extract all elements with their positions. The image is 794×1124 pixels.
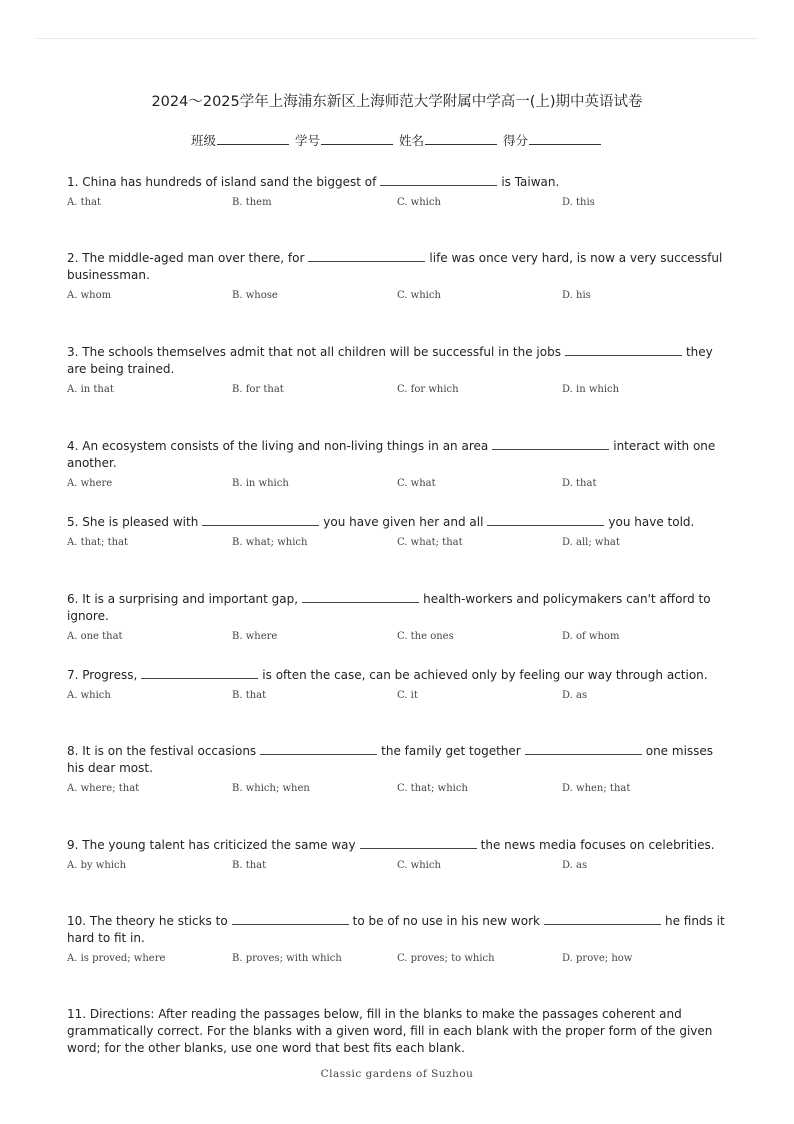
option-a[interactable]: A. where; that xyxy=(67,783,140,794)
question-stem: 2. The middle-aged man over there, for life was once very hard, is now a very successful businessman. xyxy=(67,251,723,282)
question-11 xyxy=(67,1006,732,1057)
answer-blank[interactable] xyxy=(487,513,604,526)
name-blank[interactable] xyxy=(425,132,497,145)
option-a[interactable]: A. one that xyxy=(67,631,123,642)
question-stem: 1. China has hundreds of island sand the biggest of is Taiwan. xyxy=(67,175,560,189)
option-a[interactable]: A. is proved; where xyxy=(67,953,166,964)
option-b[interactable]: B. which; when xyxy=(232,783,310,794)
answer-blank[interactable] xyxy=(202,513,319,526)
question-3 xyxy=(67,343,732,398)
option-d[interactable]: D. his xyxy=(562,290,591,301)
option-b[interactable]: B. where xyxy=(232,631,278,642)
option-d[interactable]: D. as xyxy=(562,860,588,871)
option-b[interactable]: B. proves; with which xyxy=(232,953,342,964)
option-d[interactable]: D. prove; how xyxy=(562,953,633,964)
option-c[interactable]: C. the ones xyxy=(397,631,454,642)
option-d[interactable]: D. of whom xyxy=(562,631,620,642)
question-6 xyxy=(67,590,732,645)
option-a[interactable]: A. which xyxy=(67,690,111,701)
option-b[interactable]: B. whose xyxy=(232,290,278,301)
question-stem: 9. The young talent has criticized the same way the news media focuses on celebrities. xyxy=(67,838,715,852)
option-row xyxy=(67,953,732,967)
option-row xyxy=(67,384,732,398)
option-row xyxy=(67,197,732,211)
answer-blank[interactable] xyxy=(308,249,425,262)
answer-blank[interactable] xyxy=(232,912,349,925)
question-2 xyxy=(67,249,732,304)
answer-blank[interactable] xyxy=(360,836,477,849)
question-stem: 4. An ecosystem consists of the living and non-living things in an area interact with one another. xyxy=(67,439,716,470)
question-stem: 10. The theory he sticks to to be of no use in his new work he finds it hard to fit in. xyxy=(67,914,725,945)
answer-blank[interactable] xyxy=(492,437,609,450)
option-a[interactable]: A. that; that xyxy=(67,537,129,548)
option-row xyxy=(67,631,732,645)
option-b[interactable]: B. that xyxy=(232,860,267,871)
option-a[interactable]: A. in that xyxy=(67,384,114,395)
question-stem: 5. She is pleased with you have given her and all you have told. xyxy=(67,515,695,529)
option-b[interactable]: B. them xyxy=(232,197,272,208)
option-d[interactable]: D. that xyxy=(562,478,597,489)
option-a[interactable]: A. by which xyxy=(67,860,127,871)
answer-blank[interactable] xyxy=(141,666,258,679)
class-blank[interactable] xyxy=(217,132,289,145)
option-c[interactable]: C. which xyxy=(397,290,441,301)
option-b[interactable]: B. for that xyxy=(232,384,284,395)
option-a[interactable]: A. whom xyxy=(67,290,112,301)
question-4 xyxy=(67,437,732,492)
score-blank[interactable] xyxy=(529,132,601,145)
option-c[interactable]: C. that; which xyxy=(397,783,468,794)
directions-text: 11. Directions: After reading the passages below, fill in the blanks to make the passages coherent and grammatically correct. For the blanks with a given word, fill in each blank with the proper form of the given word; for the other blanks, use one word that best fits each blank. xyxy=(67,1007,713,1055)
option-d[interactable]: D. all; what xyxy=(562,537,620,548)
class-label: 班级 xyxy=(190,133,216,148)
option-d[interactable]: D. when; that xyxy=(562,783,631,794)
option-row xyxy=(67,783,732,797)
question-7 xyxy=(67,666,732,704)
question-9 xyxy=(67,836,732,874)
option-row xyxy=(67,290,732,304)
option-row xyxy=(67,478,732,492)
question-8 xyxy=(67,742,732,797)
answer-blank[interactable] xyxy=(544,912,661,925)
option-b[interactable]: B. in which xyxy=(232,478,289,489)
question-stem: 7. Progress, is often the case, can be achieved only by feeling our way through action. xyxy=(67,668,708,682)
number-blank[interactable] xyxy=(321,132,393,145)
score-label: 得分 xyxy=(502,133,528,148)
answer-blank[interactable] xyxy=(525,742,642,755)
question-stem: 3. The schools themselves admit that not all children will be successful in the jobs they are being trained. xyxy=(67,345,713,376)
option-c[interactable]: C. for which xyxy=(397,384,459,395)
option-b[interactable]: B. that xyxy=(232,690,267,701)
question-stem: 8. It is on the festival occasions the family get together one misses his dear most. xyxy=(67,744,714,775)
question-5 xyxy=(67,513,732,551)
option-c[interactable]: C. what; that xyxy=(397,537,463,548)
option-c[interactable]: C. it xyxy=(397,690,418,701)
name-label: 姓名 xyxy=(398,133,424,148)
option-c[interactable]: C. proves; to which xyxy=(397,953,495,964)
number-label: 学号 xyxy=(294,133,320,148)
exam-title: 2024～2025学年上海浦东新区上海师范大学附属中学高一(上)期中英语试卷 xyxy=(151,94,643,110)
student-info-line xyxy=(0,131,794,149)
option-a[interactable]: A. that xyxy=(67,197,102,208)
option-row xyxy=(67,860,732,874)
option-c[interactable]: C. what xyxy=(397,478,436,489)
header-divider xyxy=(37,38,757,39)
question-stem: 6. It is a surprising and important gap, health-workers and policymakers can't afford to ignore. xyxy=(67,592,711,623)
passage-title: Classic gardens of Suzhou xyxy=(320,1068,474,1080)
option-row xyxy=(67,690,732,704)
question-10 xyxy=(67,912,732,967)
option-row xyxy=(67,537,732,551)
answer-blank[interactable] xyxy=(260,742,377,755)
option-c[interactable]: C. which xyxy=(397,860,441,871)
answer-blank[interactable] xyxy=(565,343,682,356)
option-d[interactable]: D. in which xyxy=(562,384,620,395)
option-d[interactable]: D. as xyxy=(562,690,588,701)
option-b[interactable]: B. what; which xyxy=(232,537,308,548)
option-c[interactable]: C. which xyxy=(397,197,441,208)
answer-blank[interactable] xyxy=(302,590,419,603)
answer-blank[interactable] xyxy=(380,173,497,186)
option-d[interactable]: D. this xyxy=(562,197,595,208)
question-1 xyxy=(67,173,732,211)
option-a[interactable]: A. where xyxy=(67,478,113,489)
